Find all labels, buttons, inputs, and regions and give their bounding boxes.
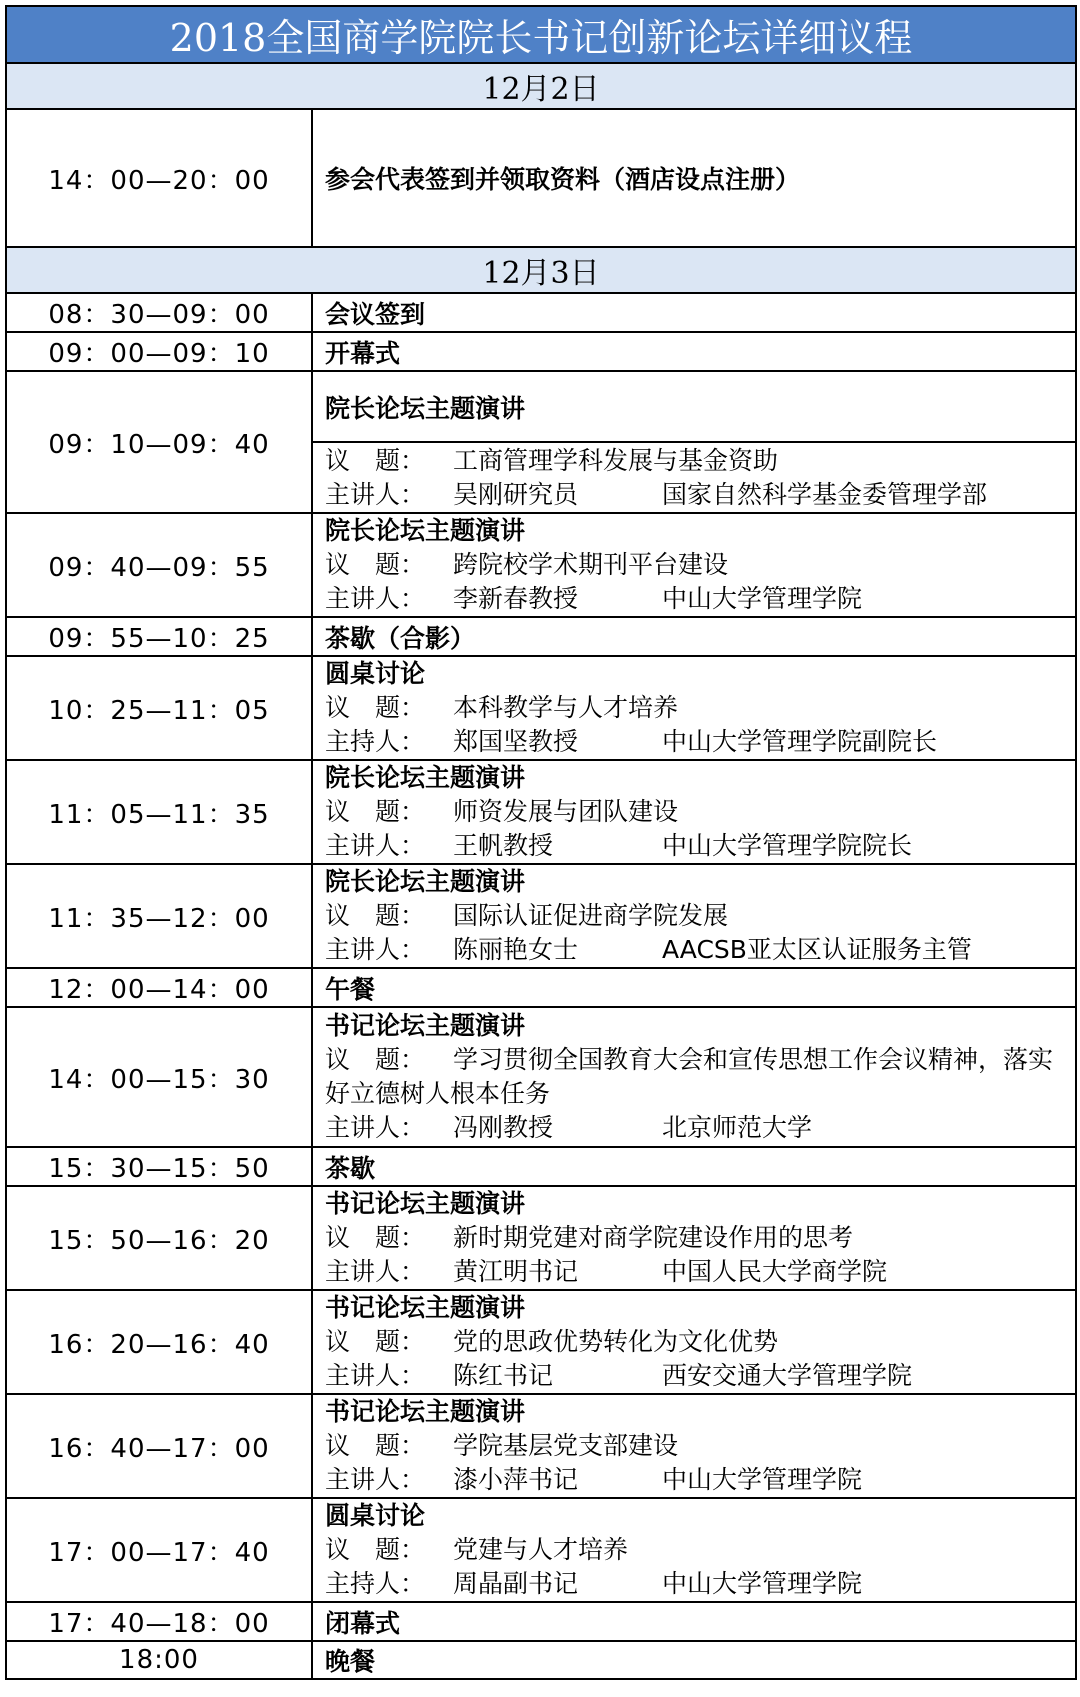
host-label: 主持人： bbox=[325, 1569, 426, 1598]
speaker-label: 主讲人： bbox=[325, 1257, 426, 1286]
speaker-name: 王帆教授 bbox=[453, 831, 554, 860]
time-cell: 15：50—16：20 bbox=[6, 1186, 312, 1290]
time-cell: 14：00—20：00 bbox=[6, 109, 312, 247]
speaker-label: 主讲人： bbox=[325, 935, 426, 964]
session-detail bbox=[312, 864, 1076, 968]
session-detail bbox=[312, 656, 1076, 760]
topic-label: 议 题： bbox=[325, 1327, 426, 1356]
time-cell: 17：40—18：00 bbox=[6, 1602, 312, 1641]
session-title: 闭幕式 bbox=[312, 1602, 1076, 1641]
topic-text: 跨院校学术期刊平台建设 bbox=[453, 550, 729, 579]
agenda-title: 2018全国商学院院长书记创新论坛详细议程 bbox=[6, 6, 1076, 63]
host-name: 周晶副书记 bbox=[453, 1569, 579, 1598]
session-title: 书记论坛主题演讲 bbox=[325, 1011, 526, 1040]
session-title: 院长论坛主题演讲 bbox=[325, 516, 526, 545]
time-cell: 16：40—17：00 bbox=[6, 1394, 312, 1498]
session-title: 会议签到 bbox=[312, 293, 1076, 332]
speaker-affiliation: 北京师范大学 bbox=[662, 1113, 813, 1142]
speaker-name: 漆小萍书记 bbox=[453, 1465, 579, 1494]
host-name: 郑国坚教授 bbox=[453, 727, 579, 756]
agenda-table bbox=[5, 5, 1077, 1680]
topic-text: 工商管理学科发展与基金资助 bbox=[453, 445, 779, 475]
session-detail bbox=[312, 513, 1076, 617]
time-cell: 09：40—09：55 bbox=[6, 513, 312, 617]
session-title: 午餐 bbox=[312, 968, 1076, 1007]
speaker-affiliation: AACSB亚太区认证服务主管 bbox=[662, 935, 972, 964]
session-detail bbox=[312, 1007, 1076, 1147]
speaker-name: 李新春教授 bbox=[453, 584, 579, 613]
speaker-affiliation: 中山大学管理学院院长 bbox=[662, 831, 913, 860]
time-cell: 17：00—17：40 bbox=[6, 1498, 312, 1602]
speaker-label: 主讲人： bbox=[325, 584, 426, 613]
session-detail bbox=[312, 1394, 1076, 1498]
speaker-affiliation: 国家自然科学基金委管理学部 bbox=[662, 479, 988, 509]
host-label: 主持人： bbox=[325, 727, 426, 756]
topic-text: 党建与人才培养 bbox=[453, 1535, 629, 1564]
speaker-name: 陈红书记 bbox=[453, 1361, 554, 1390]
topic-text: 学习贯彻全国教育大会和宣传思想工作会议精神，落实好立德树人根本任务 bbox=[325, 1045, 1054, 1108]
session-detail bbox=[312, 1186, 1076, 1290]
topic-label: 议 题： bbox=[325, 1431, 426, 1460]
session-title: 书记论坛主题演讲 bbox=[325, 1397, 526, 1426]
topic-label: 议 题： bbox=[325, 1535, 426, 1564]
time-cell: 09：55—10：25 bbox=[6, 617, 312, 656]
time-cell: 09：10—09：40 bbox=[6, 371, 312, 513]
session-title: 晚餐 bbox=[312, 1641, 1076, 1679]
session-title: 茶歇 bbox=[312, 1147, 1076, 1186]
speaker-name: 冯刚教授 bbox=[453, 1113, 554, 1142]
time-cell: 14：00—15：30 bbox=[6, 1007, 312, 1147]
host-affiliation: 中山大学管理学院 bbox=[662, 1569, 863, 1598]
session-detail bbox=[312, 1290, 1076, 1394]
topic-text: 新时期党建对商学院建设作用的思考 bbox=[453, 1223, 854, 1252]
session-detail bbox=[312, 1498, 1076, 1602]
topic-label: 议 题： bbox=[325, 693, 426, 722]
speaker-name: 吴刚研究员 bbox=[453, 479, 579, 509]
session-title: 院长论坛主题演讲 bbox=[325, 763, 526, 792]
speaker-affiliation: 中山大学管理学院 bbox=[662, 584, 863, 613]
time-cell: 12：00—14：00 bbox=[6, 968, 312, 1007]
topic-text: 国际认证促进商学院发展 bbox=[453, 901, 729, 930]
session-title: 书记论坛主题演讲 bbox=[325, 1293, 526, 1322]
session-title: 开幕式 bbox=[312, 332, 1076, 371]
session-title: 圆桌讨论 bbox=[325, 1501, 426, 1530]
topic-label: 议 题： bbox=[325, 1045, 426, 1074]
topic-text: 师资发展与团队建设 bbox=[453, 797, 679, 826]
speaker-name: 黄江明书记 bbox=[453, 1257, 579, 1286]
speaker-label: 主讲人： bbox=[325, 831, 426, 860]
session-title: 院长论坛主题演讲 bbox=[312, 371, 1076, 442]
host-affiliation: 中山大学管理学院副院长 bbox=[662, 727, 938, 756]
topic-label: 议 题： bbox=[325, 445, 426, 475]
session-title: 圆桌讨论 bbox=[325, 659, 426, 688]
date-header: 12月2日 bbox=[6, 63, 1076, 109]
session-title: 参会代表签到并领取资料（酒店设点注册） bbox=[312, 109, 1076, 247]
time-cell: 10：25—11：05 bbox=[6, 656, 312, 760]
time-cell: 15：30—15：50 bbox=[6, 1147, 312, 1186]
topic-text: 学院基层党支部建设 bbox=[453, 1431, 679, 1460]
time-cell: 08：30—09：00 bbox=[6, 293, 312, 332]
time-cell: 16：20—16：40 bbox=[6, 1290, 312, 1394]
speaker-name: 陈丽艳女士 bbox=[453, 935, 579, 964]
topic-text: 本科教学与人才培养 bbox=[453, 693, 679, 722]
speaker-label: 主讲人： bbox=[325, 1465, 426, 1494]
speaker-label: 主讲人： bbox=[325, 479, 426, 509]
speaker-label: 主讲人： bbox=[325, 1113, 426, 1142]
speaker-affiliation: 中国人民大学商学院 bbox=[662, 1257, 888, 1286]
speaker-label: 主讲人： bbox=[325, 1361, 426, 1390]
session-title: 茶歇（合影） bbox=[312, 617, 1076, 656]
date-header: 12月3日 bbox=[6, 247, 1076, 293]
topic-text: 党的思政优势转化为文化优势 bbox=[453, 1327, 779, 1356]
topic-label: 议 题： bbox=[325, 550, 426, 579]
topic-label: 议 题： bbox=[325, 1223, 426, 1252]
session-title: 院长论坛主题演讲 bbox=[325, 867, 526, 896]
session-title: 书记论坛主题演讲 bbox=[325, 1189, 526, 1218]
time-cell: 09：00—09：10 bbox=[6, 332, 312, 371]
time-cell: 18:00 bbox=[6, 1641, 312, 1679]
session-detail bbox=[312, 760, 1076, 864]
session-detail bbox=[312, 442, 1076, 513]
topic-label: 议 题： bbox=[325, 901, 426, 930]
speaker-affiliation: 西安交通大学管理学院 bbox=[662, 1361, 913, 1390]
speaker-affiliation: 中山大学管理学院 bbox=[662, 1465, 863, 1494]
time-cell: 11：35—12：00 bbox=[6, 864, 312, 968]
time-cell: 11：05—11：35 bbox=[6, 760, 312, 864]
topic-label: 议 题： bbox=[325, 797, 426, 826]
